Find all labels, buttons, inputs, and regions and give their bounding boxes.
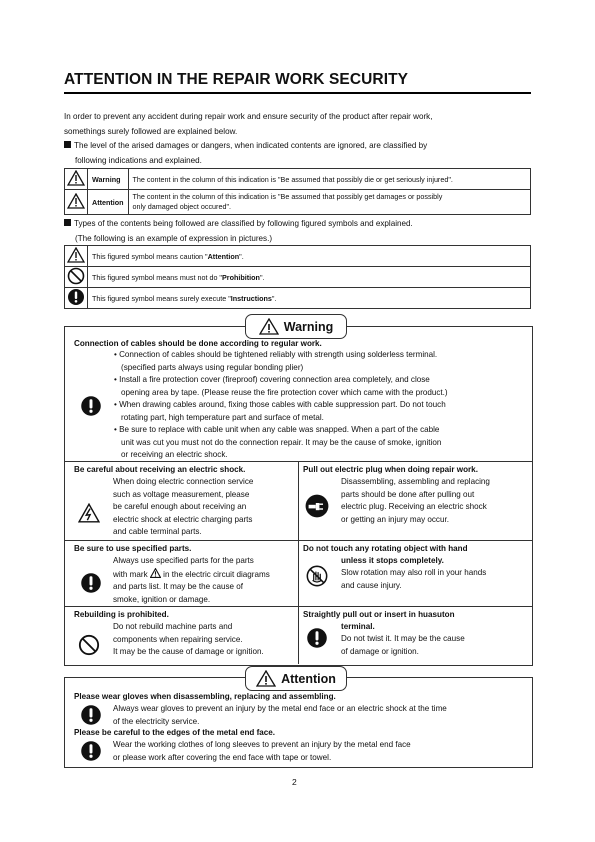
electric-shock-icon — [78, 503, 100, 523]
bullet-symbols — [64, 217, 413, 246]
symbol-icon-cell — [65, 246, 88, 267]
parts-line: and parts list. It may be the cause of — [113, 582, 244, 591]
shock-line: electric shock at electric charging parts — [113, 514, 253, 524]
square-bullet-icon — [64, 141, 71, 148]
symbol-row — [65, 288, 531, 309]
divider — [298, 461, 299, 664]
parts-line: smoke, ignition or damage. — [113, 594, 211, 604]
cables-line: rotating part, high temperature part and surface of metal. — [121, 412, 324, 422]
rebuild-line: components when repairing service. — [113, 634, 243, 644]
mandatory-icon — [67, 288, 85, 306]
level-text — [128, 190, 530, 215]
plug-heading: Pull out electric plug when doing repair work. — [303, 465, 478, 474]
mandatory-icon — [80, 704, 102, 726]
cables-line: unit was cut you must not do the connection repair. It may be the cause of smoke, ignition — [121, 437, 442, 447]
square-bullet-icon — [64, 219, 71, 226]
shock-line: and cable terminal parts. — [113, 527, 202, 536]
cables-line: or receiving an electric shock. — [121, 450, 228, 459]
plug-line: Disassembling, assembling and replacing — [341, 477, 490, 486]
bullet-levels — [64, 139, 427, 168]
cables-body — [114, 349, 448, 462]
symbol-row — [65, 267, 531, 288]
gloves-line: Always wear gloves to prevent an injury by the metal end face or an electric shock at the time — [113, 704, 447, 713]
symbol-text — [88, 288, 531, 309]
gloves-heading: Please wear gloves when disassembling, replacing and assembling. — [74, 692, 336, 701]
symbol-text-bold: Attention — [207, 251, 240, 261]
cables-line: • Install a fire protection cover (fireproof) covering connection area completely, and close — [114, 375, 430, 384]
caution-triangle-icon — [67, 193, 85, 209]
cables-line: • Connection of cables should be tightened reliably with strength using solderless terminal. — [114, 350, 438, 359]
parts-heading: Be sure to use specified parts. — [74, 544, 192, 553]
terminal-body — [341, 633, 465, 658]
cables-line: (specified parts always using regular bonding plier) — [121, 362, 304, 372]
shock-heading: Be careful about receiving an electric shock. — [74, 465, 246, 474]
title-underline — [64, 92, 531, 94]
symbol-text-pre: This figured symbol means surely execute " — [92, 293, 231, 303]
symbol-icon-cell — [65, 288, 88, 309]
edges-body — [113, 739, 411, 764]
attention-badge-label: Attention — [281, 671, 336, 686]
gloves-line: of the electricity service. — [113, 716, 200, 726]
cables-heading: Connection of cables should be done according to regular work. — [74, 339, 322, 348]
rebuild-heading: Rebuilding is prohibited. — [74, 610, 169, 619]
level-icon-cell — [65, 190, 88, 215]
terminal-line: Do not twist it. It may be the cause — [341, 634, 465, 643]
no-touch-rotating-icon — [306, 565, 328, 587]
symbol-text — [88, 246, 531, 267]
shock-body — [113, 476, 253, 539]
shock-line: be careful enough about receiving an — [113, 502, 247, 511]
caution-triangle-icon — [259, 318, 279, 335]
symbol-text-bold: Prohibition — [222, 272, 260, 282]
rebuild-body — [113, 621, 264, 659]
symbol-text-pre: This figured symbol means must not do " — [92, 272, 222, 282]
cables-line: • Be sure to replace with cable unit when any cable was snapped. When a part of the cable — [114, 425, 440, 434]
warning-badge — [245, 314, 347, 339]
plug-line: parts should be done after pulling out — [341, 489, 475, 499]
plug-body — [341, 476, 490, 526]
symbol-icon-cell — [65, 267, 88, 288]
caution-triangle-icon — [67, 247, 85, 263]
terminal-heading: Straightly pull out or insert in huasuton — [303, 610, 455, 619]
level-text-line: only damaged object occured". — [132, 202, 231, 211]
symbol-text-bold: Instructions — [230, 293, 272, 303]
rebuild-line: It may be the cause of damage or ignition. — [113, 647, 264, 656]
parts-line: Always use specified parts for the parts — [113, 556, 254, 565]
prohibition-icon — [67, 267, 85, 285]
plug-line: or getting an injury may occur. — [341, 514, 449, 524]
page-number: 2 — [292, 777, 297, 787]
levels-table — [64, 168, 531, 215]
symbol-row — [65, 246, 531, 267]
edges-heading: Please be careful to the edges of the metal end face. — [74, 728, 276, 737]
level-row — [65, 169, 531, 190]
intro-line: somethings surely followed are explained below. — [64, 126, 238, 136]
intro-line: In order to prevent any accident during repair work and ensure security of the product after repair work, — [64, 112, 433, 121]
mandatory-icon — [80, 395, 102, 417]
shock-line: such as voltage measurement, please — [113, 489, 250, 499]
level-text: The content in the column of this indication is "Be assumed that possibly die or get seriously injured". — [128, 169, 530, 190]
plug-line: electric plug. Receiving an electric shock — [341, 502, 487, 511]
rotating-line: Slow rotation may also roll in your hands — [341, 568, 487, 577]
parts-body — [113, 555, 270, 606]
attention-badge — [245, 666, 347, 691]
mandatory-icon — [80, 572, 102, 594]
rotating-heading: unless it stops completely. — [341, 556, 444, 565]
rotating-body — [341, 567, 486, 592]
shock-line: When doing electric connection service — [113, 477, 254, 486]
caution-mark-icon — [150, 568, 161, 578]
bullet-text: Types of the contents being followed are classified by following figured symbols and explained. — [74, 219, 413, 228]
edges-line: Wear the working clothes of long sleeves to prevent an injury by the metal end face — [113, 740, 411, 749]
cables-line: • When drawing cables around, fixing those cables with cable suppression part. Do not touch — [114, 400, 446, 409]
rebuild-line: Do not rebuild machine parts and — [113, 622, 233, 631]
level-row — [65, 190, 531, 215]
level-label: Warning — [88, 169, 129, 190]
bullet-text: following indications and explained. — [75, 155, 202, 165]
prohibition-icon — [78, 634, 100, 656]
bullet-text: The level of the arised damages or dangers, when indicated contents are ignored, are classified by — [74, 141, 428, 150]
intro-paragraph — [64, 110, 432, 139]
warning-badge-label: Warning — [283, 319, 334, 334]
symbol-text-post: ". — [239, 251, 244, 261]
level-text-line: The content in the column of this indication is "Be assumed that possibly get damages or possibly — [132, 192, 443, 201]
symbol-text-post: ". — [259, 272, 265, 282]
level-label: Attention — [88, 190, 129, 215]
rotating-line: and cause injury. — [341, 580, 402, 590]
rotating-heading: Do not touch any rotating object with hand — [303, 544, 468, 553]
unplug-icon — [305, 494, 329, 518]
caution-triangle-icon — [256, 670, 276, 687]
gloves-body — [113, 703, 447, 728]
symbol-text — [88, 267, 531, 288]
cables-line: opening area by tape. (Please reuse the fire protection cover which came with the product.) — [121, 387, 448, 397]
symbols-table — [64, 245, 531, 309]
terminal-heading: terminal. — [341, 622, 375, 631]
parts-line-part: in the electric circuit diagrams — [163, 569, 270, 579]
page-title: ATTENTION IN THE REPAIR WORK SECURITY — [64, 71, 409, 88]
symbol-text-pre: This figured symbol means caution " — [92, 251, 208, 261]
terminal-line: of damage or ignition. — [341, 646, 419, 656]
parts-line-part: with mark — [113, 569, 148, 579]
mandatory-icon — [80, 740, 102, 762]
mandatory-icon — [306, 627, 328, 649]
level-icon-cell — [65, 169, 88, 190]
symbol-text-post: ". — [271, 293, 277, 303]
caution-triangle-icon — [67, 170, 85, 186]
bullet-text: (The following is an example of expression in pictures.) — [75, 233, 273, 243]
parts-line — [113, 568, 270, 582]
edges-line: or please work after covering the end face with tape or towel. — [113, 752, 332, 762]
